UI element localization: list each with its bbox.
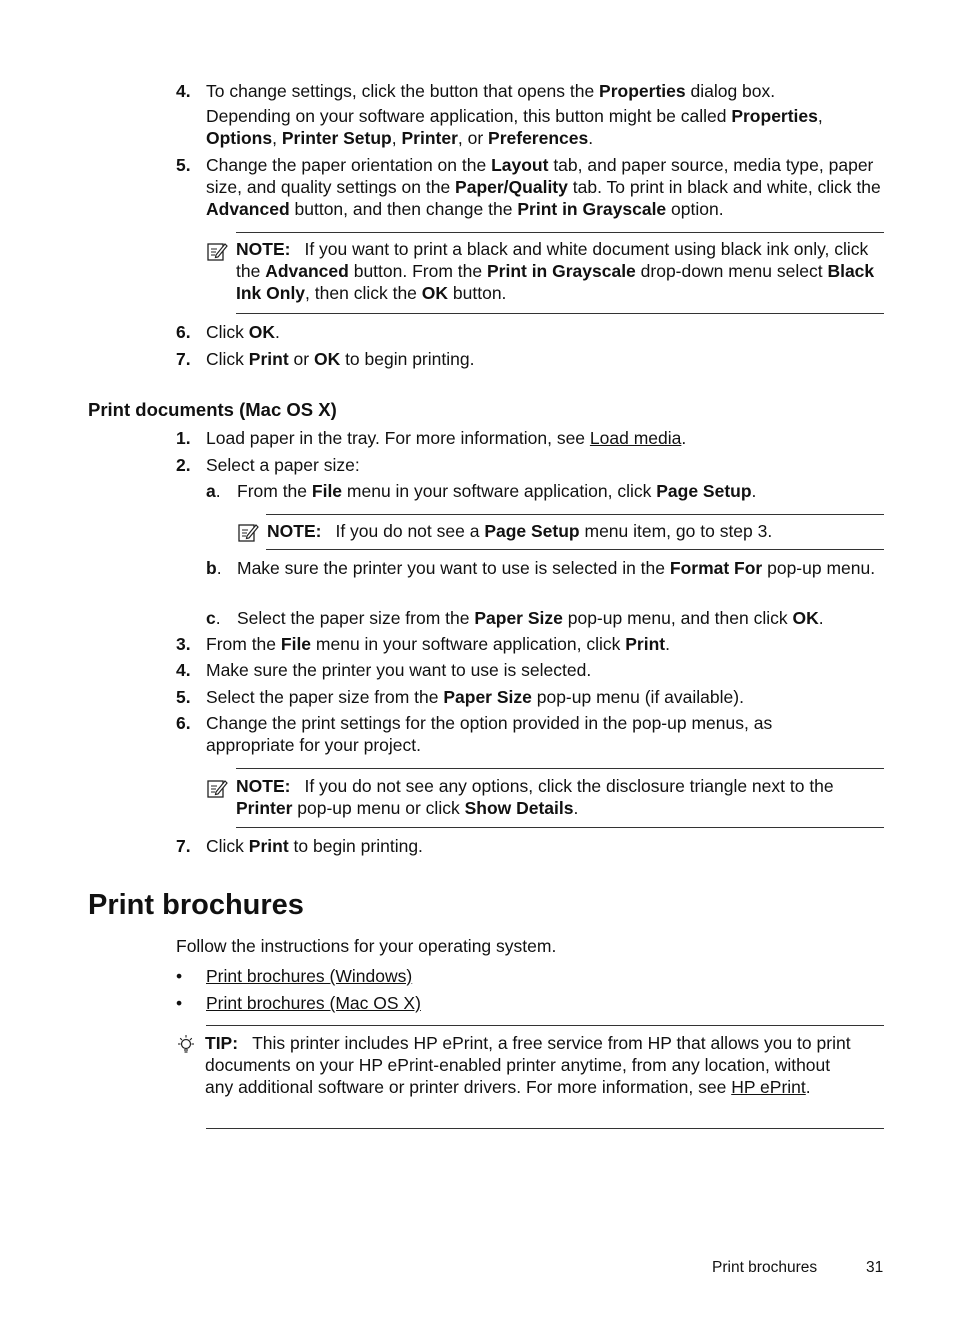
step-4-detail: Depending on your software application, this button might be called Properties, Options, Printer Setup, Printer, or Preferences. xyxy=(206,106,823,148)
intro-text: Follow the instructions for your operating system. xyxy=(176,936,557,956)
note-pencil-icon xyxy=(237,521,259,543)
step-7-text: Click Print or OK to begin printing. xyxy=(206,349,475,369)
hp-eprint-link[interactable]: HP ePrint xyxy=(731,1077,806,1097)
mac-step-6-text: Change the print settings for the option provided in the pop-up menus, as appropriate for your project. xyxy=(206,713,773,755)
note-pencil-icon xyxy=(206,777,228,799)
note-pencil-icon xyxy=(206,240,228,262)
step-number: 6. xyxy=(176,322,191,342)
page-number: 31 xyxy=(866,1259,884,1276)
note-divider xyxy=(236,313,884,314)
step-number: 4. xyxy=(176,81,191,101)
note-divider xyxy=(236,827,884,828)
note-1-text: NOTE: If you want to print a black and white document using black ink only, click the Advanced button. From the Print in Grayscale drop-down menu select Black Ink Only, then click the OK button. xyxy=(236,239,875,303)
bullet: • xyxy=(176,966,183,986)
tip-text: TIP: This printer includes HP ePrint, a free service from HP that allows you to print documents on your HP ePrint-enabled printer anytime, from any location, without any additional software or printer drivers. For more information, see HP ePrint. xyxy=(205,1033,851,1097)
note-divider xyxy=(236,768,884,769)
substep-c-text: Select the paper size from the Paper Size pop-up menu, and then click OK. xyxy=(237,608,824,628)
section-heading: Print documents (Mac OS X) xyxy=(88,399,337,420)
brochure-link-item xyxy=(206,965,886,987)
mac-step-3-text: From the File menu in your software application, click Print. xyxy=(206,634,670,654)
substep-a-text: From the File menu in your software application, click Page Setup. xyxy=(237,481,757,501)
substep-letter: c. xyxy=(206,608,221,628)
note-divider xyxy=(266,514,884,515)
load-media-link[interactable]: Load media xyxy=(589,428,682,448)
print-brochures-mac-link[interactable]: Print brochures (Mac OS X) xyxy=(206,993,421,1013)
step-5-text: Change the paper orientation on the Layout tab, and paper source, media type, paper size, and quality settings on the Paper/Quality tab. To print in black and white, click the Advanced button, and then change the Print in Grayscale option. xyxy=(206,155,881,219)
brochure-link-item xyxy=(206,992,886,1014)
step-number: 3. xyxy=(176,634,191,654)
mac-step-1-text: Load paper in the tray. For more information, see Load media. xyxy=(206,428,687,448)
step-number: 6. xyxy=(176,713,191,733)
note-divider xyxy=(236,232,884,233)
substep-letter: a. xyxy=(206,481,221,501)
footer-section-name: Print brochures xyxy=(712,1259,818,1276)
note-2-text: NOTE: If you do not see a Page Setup menu item, go to step 3. xyxy=(267,521,773,541)
bullet: • xyxy=(176,993,183,1013)
step-number: 2. xyxy=(176,455,191,475)
step-number: 7. xyxy=(176,349,191,369)
mac-step-4-text: Make sure the printer you want to use is selected. xyxy=(206,660,592,680)
note-divider xyxy=(266,549,884,550)
tip-divider xyxy=(206,1128,884,1129)
mac-step-5-text: Select the paper size from the Paper Size pop-up menu (if available). xyxy=(206,687,744,707)
step-number: 1. xyxy=(176,428,191,448)
mac-step-2-text: Select a paper size: xyxy=(206,455,360,475)
lightbulb-icon xyxy=(175,1034,197,1056)
note-3-text: NOTE: If you do not see any options, click the disclosure triangle next to the Printer pop-up menu or click Show Details. xyxy=(236,776,834,818)
step-number: 5. xyxy=(176,155,191,175)
step-number: 7. xyxy=(176,836,191,856)
substep-letter: b. xyxy=(206,558,222,578)
page-title: Print brochures xyxy=(88,889,304,921)
step-number: 5. xyxy=(176,687,191,707)
print-brochures-windows-link[interactable]: Print brochures (Windows) xyxy=(206,966,413,986)
step-number: 4. xyxy=(176,660,191,680)
tip-divider xyxy=(206,1025,884,1026)
substep-b-text: Make sure the printer you want to use is selected in the Format For pop-up menu. xyxy=(237,558,876,578)
step-6-text: Click OK. xyxy=(206,322,280,342)
mac-step-7-text: Click Print to begin printing. xyxy=(206,836,423,856)
step-4-text: To change settings, click the button that opens the Properties dialog box. xyxy=(206,81,776,101)
